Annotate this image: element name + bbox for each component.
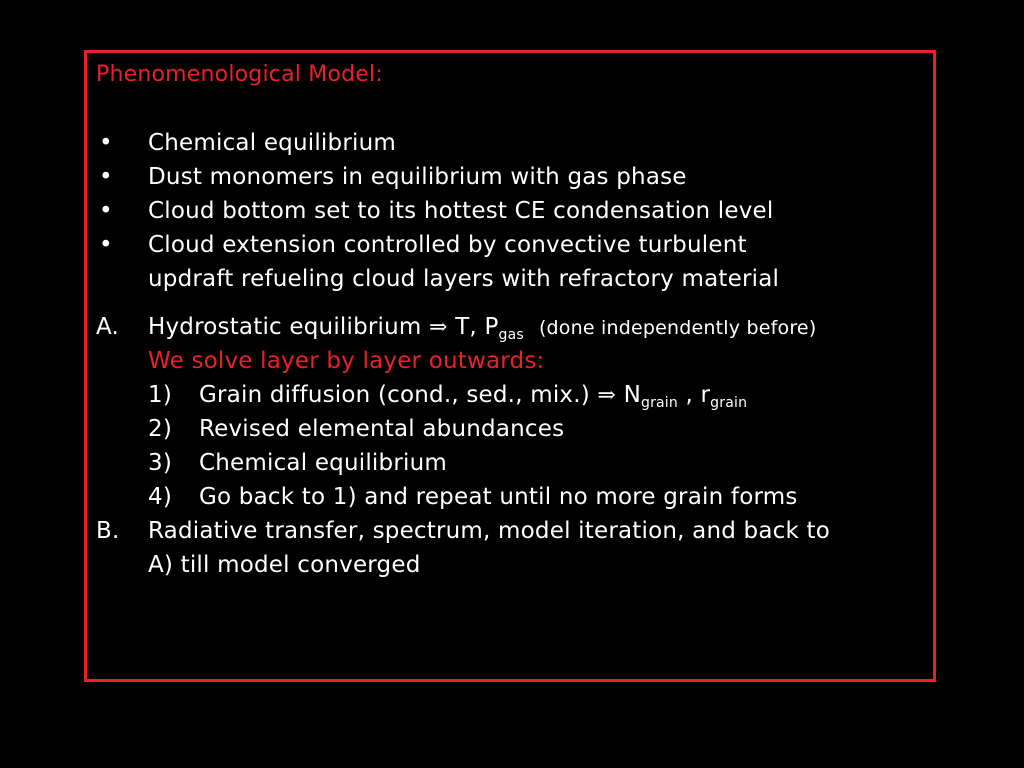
step-a — [96, 310, 931, 514]
step-a-result: T, P — [455, 314, 499, 340]
substep-marker: 4) — [148, 484, 173, 510]
substep-result-r-subscript: grain — [710, 395, 748, 411]
bullet-marker: • — [99, 164, 113, 190]
bullet-marker: • — [99, 130, 113, 156]
implies-arrow-icon: ⇒ — [597, 383, 617, 408]
substep-item — [96, 446, 931, 480]
substep-item — [96, 480, 931, 514]
bullet-text: Chemical equilibrium — [148, 130, 396, 156]
slide-heading: Phenomenological Model: — [96, 62, 383, 87]
substep-marker: 1) — [148, 382, 173, 408]
substep-marker: 2) — [148, 416, 173, 442]
bullet-item — [96, 126, 931, 160]
step-a-marker: A. — [96, 314, 120, 340]
substep-item — [96, 378, 931, 412]
step-a-line — [96, 310, 931, 344]
bullet-text: Cloud bottom set to its hottest CE condensation level — [148, 198, 774, 224]
step-b-continuation — [96, 548, 931, 582]
substep-text: Revised elemental abundances — [199, 416, 565, 442]
step-b-line — [96, 514, 931, 548]
slide-content — [96, 58, 931, 582]
step-b — [96, 514, 931, 582]
step-a-text: Hydrostatic equilibrium — [148, 314, 422, 340]
step-a-result-subscript: gas — [498, 327, 524, 343]
implies-arrow-icon: ⇒ — [429, 315, 448, 340]
bullet-item — [96, 228, 931, 262]
substep-result-n-subscript: grain — [640, 395, 678, 411]
substep-text: Chemical equilibrium — [199, 450, 447, 476]
substep-separator: , r — [677, 382, 711, 408]
step-b-text: Radiative transfer, spectrum, model iteration, and back to — [148, 518, 831, 544]
substep-result-n: N — [623, 382, 641, 408]
step-a-red-text: We solve layer by layer outwards: — [148, 348, 545, 374]
bullet-marker: • — [99, 198, 113, 224]
bullet-list — [96, 126, 931, 296]
substep-text: Go back to 1) and repeat until no more grain forms — [199, 484, 798, 510]
bullet-text-continued: updraft refueling cloud layers with refractory material — [148, 266, 780, 292]
spacer — [96, 296, 931, 310]
bullet-marker: • — [99, 232, 113, 258]
bullet-item — [96, 194, 931, 228]
bullet-text: Dust monomers in equilibrium with gas phase — [148, 164, 687, 190]
spacer — [96, 92, 931, 126]
bullet-continuation — [96, 262, 931, 296]
bullet-item — [96, 160, 931, 194]
step-a-red-line — [96, 344, 931, 378]
step-a-note: (done independently before) — [538, 317, 817, 339]
step-b-marker: B. — [96, 518, 120, 544]
substep-text: Grain diffusion (cond., sed., mix.) — [199, 382, 590, 408]
substep-marker: 3) — [148, 450, 173, 476]
substep-item — [96, 412, 931, 446]
step-b-text-continued: A) till model converged — [148, 552, 421, 578]
bullet-text: Cloud extension controlled by convective turbulent — [148, 232, 747, 258]
